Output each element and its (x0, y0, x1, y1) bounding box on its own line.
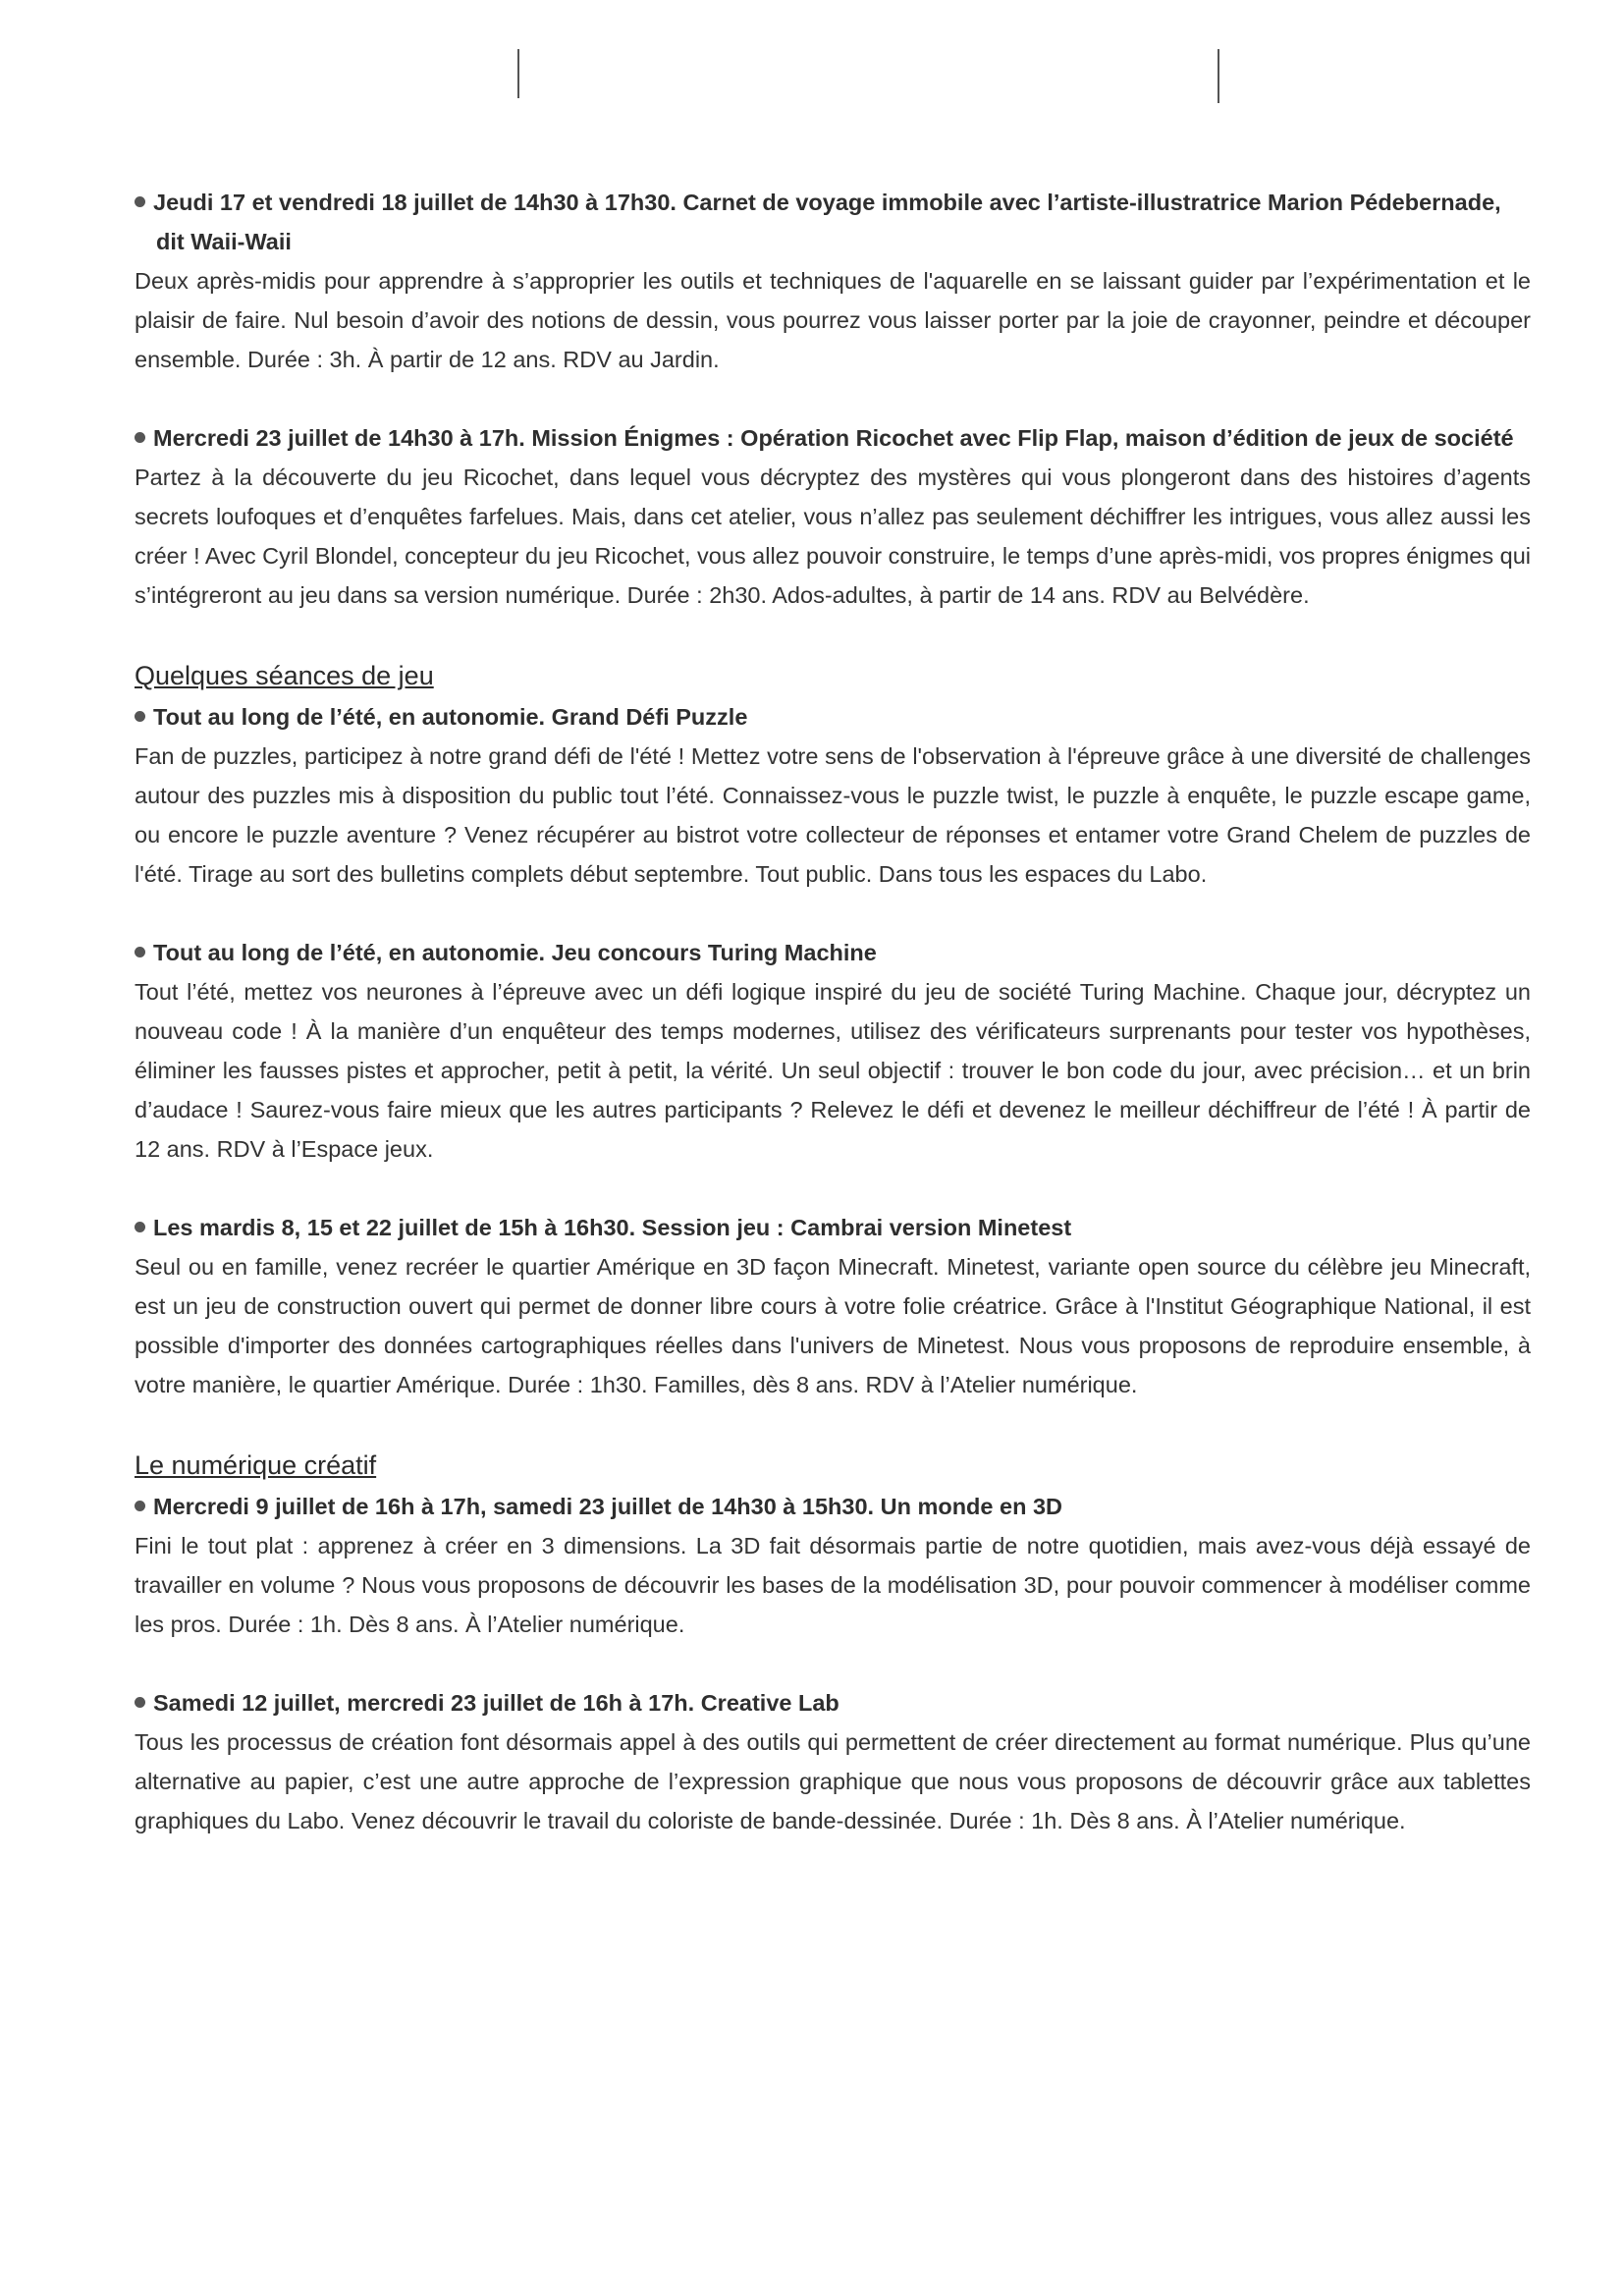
section-digital (135, 1444, 1531, 1840)
event-description: Tout l’été, mettez vos neurones à l’épreuve avec un défi logique inspiré du jeu de société Turing Machine. Chaque jour, décryptez un nouveau code ! À la manière d’un enquêteur des temps modernes, utilisez des vérificateurs surprenants pour tester vos hypothèses, éliminer les fausses pistes et approcher, petit à petit, la vérité. Un seul objectif : trouver le bon code du jour, avec précision… et un brin d’audace ! Saurez-vous faire mieux que les autres participants ? Relevez le défi et devenez le meilleur déchiffreur de l’été ! À partir de 12 ans. RDV à l’Espace jeux. (135, 979, 1531, 1162)
event-item (135, 418, 1531, 615)
event-item (135, 183, 1531, 379)
event-description: Fan de puzzles, participez à notre grand défi de l'été ! Mettez votre sens de l'observation à l'épreuve grâce à une diversité de challenges autour des puzzles mis à disposition du public tout l’été. Connaissez-vous le puzzle twist, le puzzle à enquête, le puzzle escape game, ou encore le puzzle aventure ? Venez récupérer au bistrot votre collecteur de réponses et entamer votre Grand Chelem de puzzles de l'été. Tirage au sort des bulletins complets début septembre. Tout public. Dans tous les espaces du Labo. (135, 743, 1531, 887)
bullet-icon (135, 711, 145, 722)
event-title: Samedi 12 juillet, mercredi 23 juillet de 16h à 17h. Creative Lab (135, 1683, 1531, 1722)
event-description: Tous les processus de création font désormais appel à des outils qui permettent de créer directement au format numérique. Plus qu’une alternative au papier, c’est une autre approche de l’expression graphique que nous vous proposons de découvrir grâce aux tablettes graphiques du Labo. Venez découvrir le travail du coloriste de bande-dessinée. Durée : 1h. Dès 8 ans. À l’Atelier numérique. (135, 1729, 1531, 1833)
event-item (135, 697, 1531, 894)
bullet-icon (135, 196, 145, 207)
section-games (135, 654, 1531, 1404)
event-title: Tout au long de l’été, en autonomie. Grand Défi Puzzle (135, 697, 1531, 737)
bullet-icon (135, 1501, 145, 1511)
event-description: Deux après-midis pour apprendre à s’approprier les outils et techniques de l'aquarelle en se laissant guider par l’expérimentation et le plaisir de faire. Nul besoin d’avoir des notions de dessin, vous pourrez vous laisser porter par la joie de crayonner, peindre et découper ensemble. Durée : 3h. À partir de 12 ans. RDV au Jardin. (135, 268, 1531, 372)
bullet-icon (135, 432, 145, 443)
event-description: Seul ou en famille, venez recréer le quartier Amérique en 3D façon Minecraft. Minetest, variante open source du célèbre jeu Minecraft, est un jeu de construction ouvert qui permet de donner libre cours à votre folie créatrice. Grâce à l'Institut Géographique National, il est possible d'importer des données cartographiques réelles dans l'univers de Minetest. Nous vous proposons de reproduire ensemble, à votre manière, le quartier Amérique. Durée : 1h30. Familles, dès 8 ans. RDV à l’Atelier numérique. (135, 1254, 1531, 1397)
event-item (135, 1487, 1531, 1644)
event-title: Jeudi 17 et vendredi 18 juillet de 14h30 à 17h30. Carnet de voyage immobile avec l’artiste-illustratrice Marion Pédebernade, dit Waii-Waii (135, 183, 1531, 261)
bullet-icon (135, 1222, 145, 1232)
bullet-icon (135, 947, 145, 957)
event-title: Mercredi 9 juillet de 16h à 17h, samedi 23 juillet de 14h30 à 15h30. Un monde en 3D (135, 1487, 1531, 1526)
scan-mark-left (517, 49, 519, 98)
event-title: Les mardis 8, 15 et 22 juillet de 15h à 16h30. Session jeu : Cambrai version Minetest (135, 1208, 1531, 1247)
section-heading-games: Quelques séances de jeu (135, 661, 434, 690)
document-page (135, 183, 1531, 1880)
event-title: Tout au long de l’été, en autonomie. Jeu concours Turing Machine (135, 933, 1531, 972)
event-title: Mercredi 23 juillet de 14h30 à 17h. Mission Énigmes : Opération Ricochet avec Flip Flap, maison d’édition de jeux de société (135, 418, 1531, 458)
scan-mark-right (1218, 49, 1219, 103)
event-item (135, 1683, 1531, 1840)
event-item (135, 933, 1531, 1169)
bullet-icon (135, 1697, 145, 1708)
event-description: Partez à la découverte du jeu Ricochet, dans lequel vous décryptez des mystères qui vous plongeront dans des histoires d’agents secrets loufoques et d’enquêtes farfelues. Mais, dans cet atelier, vous n’allez pas seulement déchiffrer les intrigues, vous allez aussi les créer ! Avec Cyril Blondel, concepteur du jeu Ricochet, vous allez pouvoir construire, le temps d’une après-midi, vos propres énigmes qui s’intégreront au jeu dans sa version numérique. Durée : 2h30. Ados-adultes, à partir de 14 ans. RDV au Belvédère. (135, 465, 1532, 608)
event-item (135, 1208, 1531, 1404)
event-description: Fini le tout plat : apprenez à créer en 3 dimensions. La 3D fait désormais partie de notre quotidien, mais avez-vous déjà essayé de travailler en volume ? Nous vous proposons de découvrir les bases de la modélisation 3D, pour pouvoir commencer à modéliser comme les pros. Durée : 1h. Dès 8 ans. À l’Atelier numérique. (135, 1533, 1531, 1637)
section-heading-digital: Le numérique créatif (135, 1450, 377, 1480)
